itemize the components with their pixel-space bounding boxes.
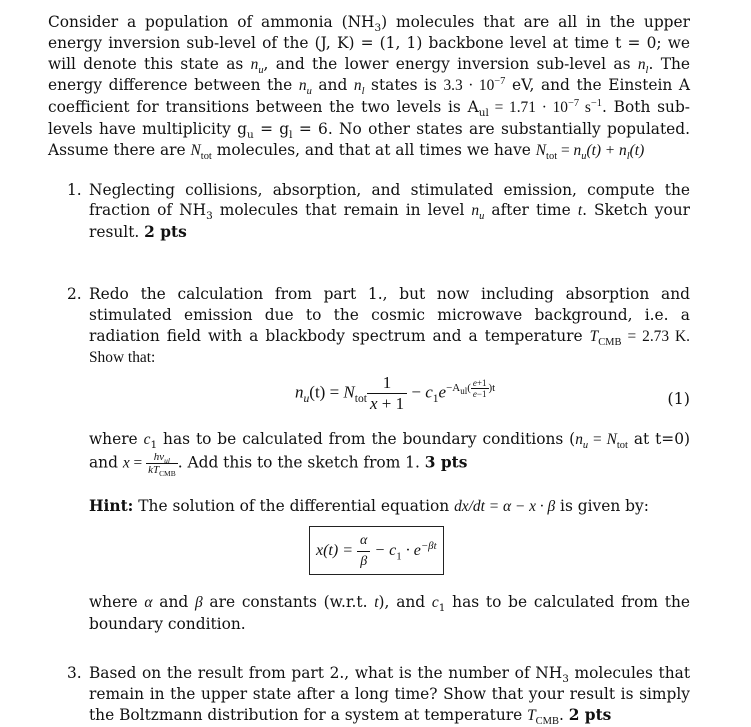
- constants-note: where α and β are constants (w.r.t. t), and $c_1$ has to be calculated from the boundary condition.: [89, 592, 690, 633]
- question-list: [48, 180, 690, 727]
- question-2: 2. Redo the calculation from part 1., but now including absorption and stimulated emission due to the cosmic microwave background, i.e. a radiation field with a blackbody spectrum and a temperature $T_{CMB} = 2.73$ K. Show that: $n_u(t) = N_{tot}$ $\frac{1}{x + 1}$ − $c_1e^{-A_{ul}( \frac{e+1}{e-1} )t}$ (1) where $c_1$ has to be calculated from the boundary conditions ($n_u = N_{tot}$ at t=0) and x = $\frac{h\nu_{ul}}{kT_{CMB}}$ . Add this to the sketch from 1. 3 pts Hint: The solution of the differential equation dx/dt = α − x · β is given by: x(t) = $\frac{\alpha}{\beta}$ − $c_1 \cdot e^{-\beta t}$ where α and β are constants (w.r.t. t), and $c_1$ has to be calculated from the boundary condition.: [67, 284, 690, 633]
- points-label: 3 pts: [424, 453, 468, 472]
- question-number: 1.: [67, 180, 82, 199]
- boxed-solution: x(t) = $\frac{\alpha}{\beta}$ − $c_1 \cdot e^{-\beta t}$: [309, 526, 444, 575]
- equation-1: $n_u(t) = N_{tot}$ $\frac{1}{x + 1}$ − $c_1e^{-A_{ul}( \frac{e+1}{e-1} )t}$ (1): [295, 373, 690, 414]
- question-3: 3. Based on the result from part 2., what is the number of $NH_3$ molecules that remain in the upper state after a long time? Show that your result is simply the Boltzmann distribution for a system at temperature $T_{CMB}$. 2 pts: [67, 664, 691, 727]
- question-number: 3.: [67, 664, 82, 683]
- hint-paragraph: Hint: The solution of the differential equation dx/dt = α − x · β is given by:: [89, 496, 649, 515]
- hint-label: Hint:: [89, 496, 134, 515]
- equation-number: (1): [667, 389, 690, 409]
- points-label: 2 pts: [144, 223, 187, 242]
- intro-paragraph: Consider a population of ammonia $(NH_3)$ molecules that are all in the upper energy inversion sub-level of the (J, K) = (1, 1) backbone level at time t = 0; we will denote this state as $n_u$, and the lower energy inversion sub-level as $n_l$. The energy difference between the $n_u$ and $n_l$ states is $3.3 \cdot 10^{-7}$ eV, and the Einstein A coefficient for transitions between the two levels is $A_{ul} = 1.71 \cdot 10^{-7}$ $s^{-1}$. Both sub-levels have multiplicity $g_u = g_l = 6$. No other states are substantially populated. Assume there are $N_{tot}$ molecules, and that at all times we have $N_{tot} = n_u(t) + n_l(t)$: [48, 13, 691, 162]
- question-1: 1. Neglecting collisions, absorption, and stimulated emission, compute the fraction of $NH_3$ molecules that remain in level $n_u$ after time t. Sketch your result. 2 pts: [67, 180, 690, 242]
- points-label: 2 pts: [568, 705, 612, 724]
- question-number: 2.: [67, 284, 82, 303]
- problem-page: [48, 12, 690, 727]
- where-clause: where $c_1$ has to be calculated from the boundary conditions ($n_u = N_{tot}$ at t=0) and x = $\frac{h\nu_{ul}}{kT_{CMB}}$ . Add this to the sketch from 1. 3 pts: [89, 430, 690, 479]
